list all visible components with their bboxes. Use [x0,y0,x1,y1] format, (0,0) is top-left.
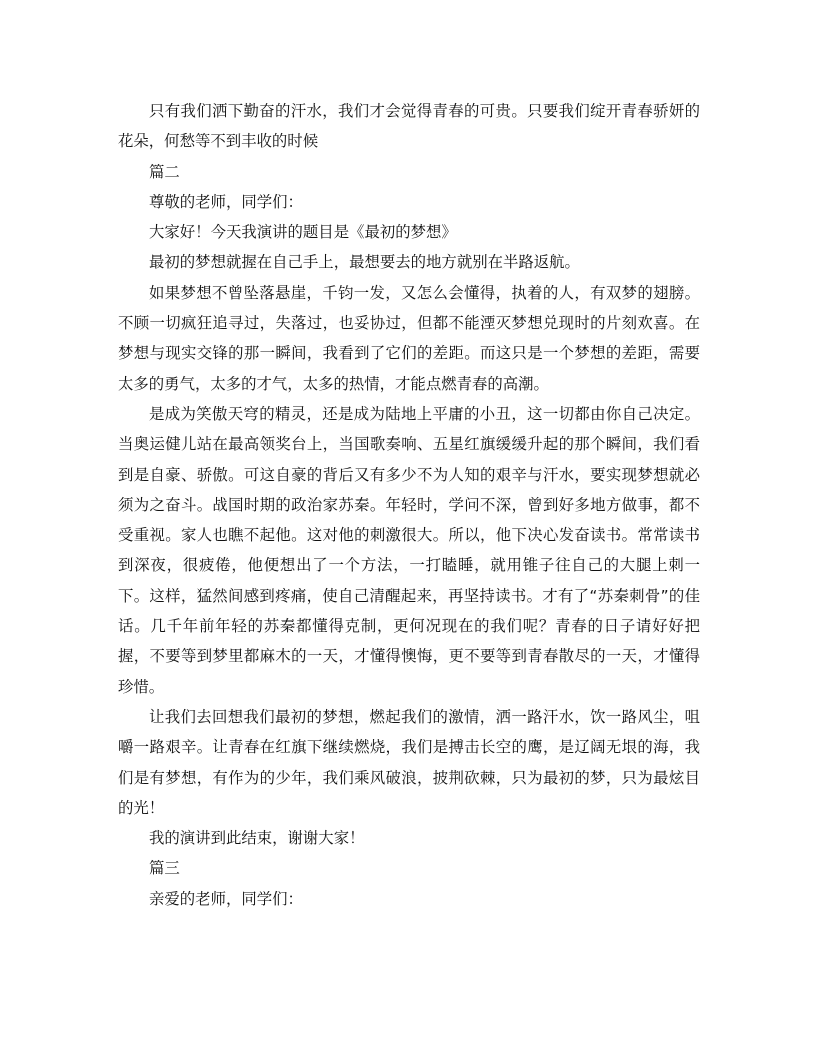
paragraph-call-to-action: 让我们去回想我们最初的梦想，燃起我们的激情，洒一路汗水，饮一路风尘，咀嚼一路艰辛。让青春在红旗下继续燃烧，我们是搏击长空的鹰，是辽阔无垠的海，我们是有梦想，有作为的少年，我们乘风破浪，披荆砍棘，只为最初的梦，只为最炫目的光！ [118,707,700,817]
paragraph-opening-line: 最初的梦想就握在自己手上，最想要去的地方就别在半路返航。 [149,253,580,272]
section-heading-3: 篇三 [149,859,180,878]
document-body [118,96,700,914]
greeting-and-title: 大家好！今天我演讲的题目是《最初的梦想》 [149,223,457,242]
salutation-2: 尊敬的老师，同学们： [149,192,303,211]
paragraph-dream-gap: 如果梦想不曾坠落悬崖，千钧一发，又怎么会懂得，执着的人，有双梦的翅膀。不顾一切疯狂追寻过，失落过，也妥协过，但都不能湮灭梦想兑现时的片刻欢喜。在梦想与现实交锋的那一瞬间，我看到了它们的差距。而这只是一个梦想的差距，需要太多的勇气，太多的才气，太多的热情，才能点燃青春的高潮。 [118,283,700,393]
paragraph-1: 只有我们洒下勤奋的汗水，我们才会觉得青春的可贵。只要我们绽开青春骄妍的花朵，何愁等不到丰收的时候 [118,102,700,151]
section-heading-2: 篇二 [149,162,180,181]
salutation-3: 亲爱的老师，同学们： [149,889,303,908]
paragraph-su-qin-story: 是成为笑傲天穹的精灵，还是成为陆地上平庸的小丑，这一切都由你自己决定。当奥运健儿站在最高领奖台上，当国歌奏响、五星红旗缓缓升起的那个瞬间，我们看到是自豪、骄傲。可这自豪的背后又有多少不为人知的艰辛与汗水，要实现梦想就必须为之奋斗。战国时期的政治家苏秦。年轻时，学问不深，曾到好多地方做事，都不受重视。家人也瞧不起他。这对他的刺激很大。所以，他下决心发奋读书。常常读书到深夜，很疲倦，他便想出了一个方法，一打瞌睡，就用锥子往自己的大腿上刺一下。这样，猛然间感到疼痛，使自己清醒起来，再坚持读书。才有了“苏秦刺骨”的佳话。几千年前年轻的苏秦都懂得克制，更何况现在的我们呢？青春的日子请好好把握，不要等到梦里都麻木的一天，才懂得懊悔，更不要等到青春散尽的一天，才懂得珍惜。 [118,404,700,696]
closing-line: 我的演讲到此结束，谢谢大家！ [149,829,365,848]
